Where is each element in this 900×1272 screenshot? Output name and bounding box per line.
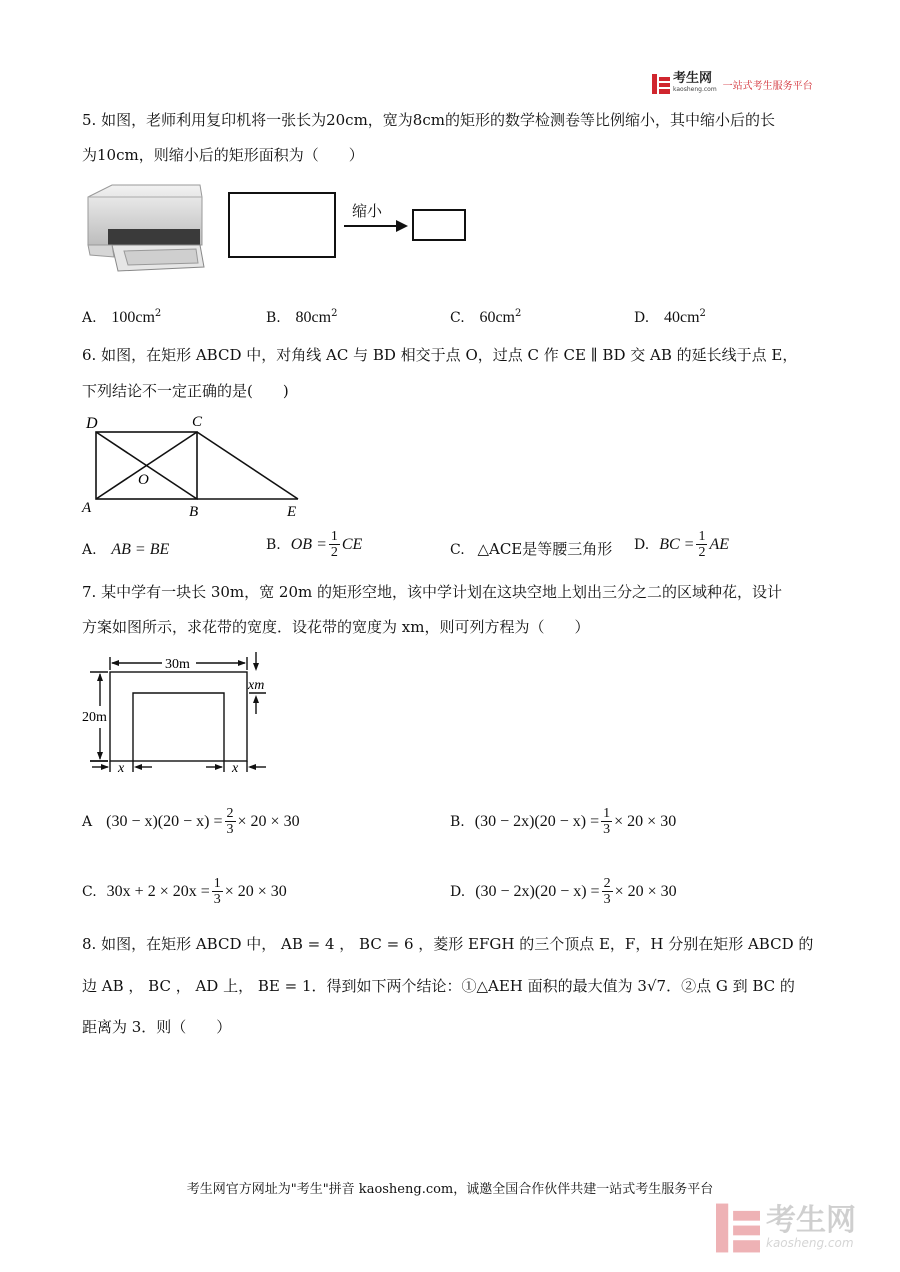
q8-line1: 8. 如图，在矩形 ABCD 中， AB = 4 ， BC = 6 ，菱形 EFGH 的三个顶点 E，F，H 分别在矩形 ABCD 的 bbox=[82, 935, 814, 953]
q5-option-a bbox=[82, 302, 161, 330]
option-expr: △ACE是等腰三角形 bbox=[477, 540, 613, 558]
option-letter: D. bbox=[634, 536, 650, 553]
fraction-num: 1 bbox=[213, 876, 221, 891]
label-c: C bbox=[192, 414, 203, 430]
fraction bbox=[225, 806, 236, 837]
option-letter: D. bbox=[634, 310, 650, 326]
shrink-label: 缩小 bbox=[352, 202, 383, 220]
q7-option-b bbox=[450, 806, 676, 837]
q5-option-d bbox=[634, 302, 706, 330]
option-rhs: CE bbox=[341, 535, 363, 553]
q7-option-c bbox=[82, 876, 287, 907]
q8-line3: 距离为 3．则（ ） bbox=[82, 1018, 232, 1036]
header-logo bbox=[652, 73, 813, 95]
q6-line1: 6. 如图，在矩形 ABCD 中，对角线 AC 与 BD 相交于点 O，过点 C 作 CE ∥ BD 交 AB 的延长线于点 E， bbox=[82, 346, 798, 364]
label-a: A bbox=[82, 500, 92, 516]
logo-text: 考生网 bbox=[673, 71, 713, 86]
option-letter: C. bbox=[82, 883, 97, 900]
logo-sub: kaosheng.com bbox=[673, 86, 717, 93]
large-rectangle bbox=[228, 192, 336, 258]
fraction bbox=[602, 876, 613, 907]
label-x-right: x bbox=[232, 761, 239, 776]
fraction-num: 1 bbox=[698, 529, 706, 544]
footer-text: 考生网官方网址为"考生"拼音 kaosheng.com，诚邀全国合作伙伴共建一站式考生服务平台 bbox=[186, 1182, 714, 1197]
option-rhs: × 20 × 30 bbox=[224, 882, 287, 900]
label-d: D bbox=[86, 415, 98, 432]
label-x-left: x bbox=[118, 761, 125, 776]
label-e: E bbox=[287, 504, 297, 520]
fraction-den: 3 bbox=[603, 822, 611, 837]
q6-figure bbox=[80, 410, 310, 522]
label-xm: xm bbox=[248, 678, 265, 693]
shrink-arrow-icon bbox=[342, 219, 408, 233]
label-30m: 30m bbox=[165, 657, 190, 672]
q7-line1: 7. 某中学有一块长 30m，宽 20m 的矩形空地，该中学计划在这块空地上划出三分之二的区域种花，设计 bbox=[82, 583, 783, 601]
watermark-sub: kaosheng.com bbox=[766, 1236, 854, 1250]
option-letter: B. bbox=[266, 310, 281, 326]
q7-option-d bbox=[450, 876, 677, 907]
kaosheng-logo-icon bbox=[652, 74, 670, 94]
fraction bbox=[212, 876, 223, 907]
fraction bbox=[601, 806, 612, 837]
option-rhs: × 20 × 30 bbox=[614, 882, 677, 900]
option-rhs: × 20 × 30 bbox=[614, 812, 677, 830]
option-letter: C. bbox=[450, 310, 465, 326]
q5-line1: 5. 如图，老师利用复印机将一张长为20cm，宽为8cm的矩形的数学检测卷等比例缩小，其中缩小后的长 bbox=[82, 111, 775, 129]
fraction-den: 2 bbox=[698, 545, 706, 560]
q7-line2: 方案如图所示，求花带的宽度．设花带的宽度为 xm，则可列方程为（ ） bbox=[82, 618, 590, 636]
option-letter: A. bbox=[82, 542, 97, 558]
fraction-num: 1 bbox=[330, 529, 338, 544]
label-o: O bbox=[138, 472, 149, 488]
option-lhs: 30x + 2 × 20x = bbox=[106, 882, 210, 900]
q6-option-d bbox=[634, 529, 729, 560]
header-slogan: 一站式考生服务平台 bbox=[722, 80, 813, 92]
q5-option-c bbox=[450, 302, 521, 330]
option-sup: 2 bbox=[331, 308, 338, 319]
fraction-den: 3 bbox=[226, 822, 234, 837]
fraction-num: 1 bbox=[603, 806, 611, 821]
option-rhs: AE bbox=[709, 535, 729, 553]
option-letter: B. bbox=[266, 536, 281, 553]
option-sup: 2 bbox=[154, 308, 162, 319]
fraction-num: 2 bbox=[226, 806, 234, 821]
option-value: 60cm bbox=[479, 309, 515, 326]
q6-option-a bbox=[82, 537, 169, 562]
option-letter: D. bbox=[450, 883, 466, 900]
fraction bbox=[696, 529, 707, 560]
option-letter: C. bbox=[450, 542, 465, 558]
q7-option-a bbox=[82, 806, 300, 837]
option-lhs: (30 − 2x)(20 − x) = bbox=[475, 882, 600, 900]
option-letter: A. bbox=[82, 310, 97, 326]
option-lhs: (30 − x)(20 − x) = bbox=[106, 812, 223, 830]
q6-option-c bbox=[450, 537, 612, 562]
watermark-text: 考生网 bbox=[766, 1203, 856, 1238]
q7-figure bbox=[80, 650, 280, 780]
kaosheng-watermark-icon bbox=[716, 1202, 760, 1254]
option-sup: 2 bbox=[699, 308, 706, 319]
option-letter: B. bbox=[450, 813, 465, 830]
option-letter: A bbox=[82, 813, 93, 830]
fraction-den: 2 bbox=[330, 545, 338, 560]
q5-line2: 为10cm，则缩小后的矩形面积为（ ） bbox=[82, 146, 364, 164]
small-rectangle bbox=[412, 209, 466, 241]
label-20m: 20m bbox=[82, 710, 107, 725]
option-value: 100cm bbox=[111, 309, 155, 326]
fraction-den: 3 bbox=[603, 892, 611, 907]
fraction-den: 3 bbox=[213, 892, 221, 907]
watermark-logo bbox=[716, 1202, 856, 1254]
option-lhs: (30 − 2x)(20 − x) = bbox=[474, 812, 600, 830]
option-lhs: BC = bbox=[659, 535, 695, 553]
option-value: 80cm bbox=[295, 309, 332, 326]
option-expr: AB = BE bbox=[111, 541, 170, 558]
fraction bbox=[329, 529, 340, 560]
option-rhs: × 20 × 30 bbox=[237, 812, 300, 830]
option-lhs: OB = bbox=[290, 535, 327, 553]
q8-line2: 边 AB ， BC ， AD 上， BE = 1．得到如下两个结论：①△AEH 面积的最大值为 3√7．②点 G 到 BC 的 bbox=[82, 977, 795, 995]
option-sup: 2 bbox=[515, 308, 522, 319]
q6-option-b bbox=[266, 529, 362, 560]
fraction-num: 2 bbox=[603, 876, 611, 891]
q5-option-b bbox=[266, 302, 337, 330]
label-b: B bbox=[189, 504, 199, 520]
option-value: 40cm bbox=[663, 309, 700, 326]
q6-line2: 下列结论不一定正确的是( ) bbox=[82, 382, 289, 400]
printer-image bbox=[84, 183, 206, 275]
